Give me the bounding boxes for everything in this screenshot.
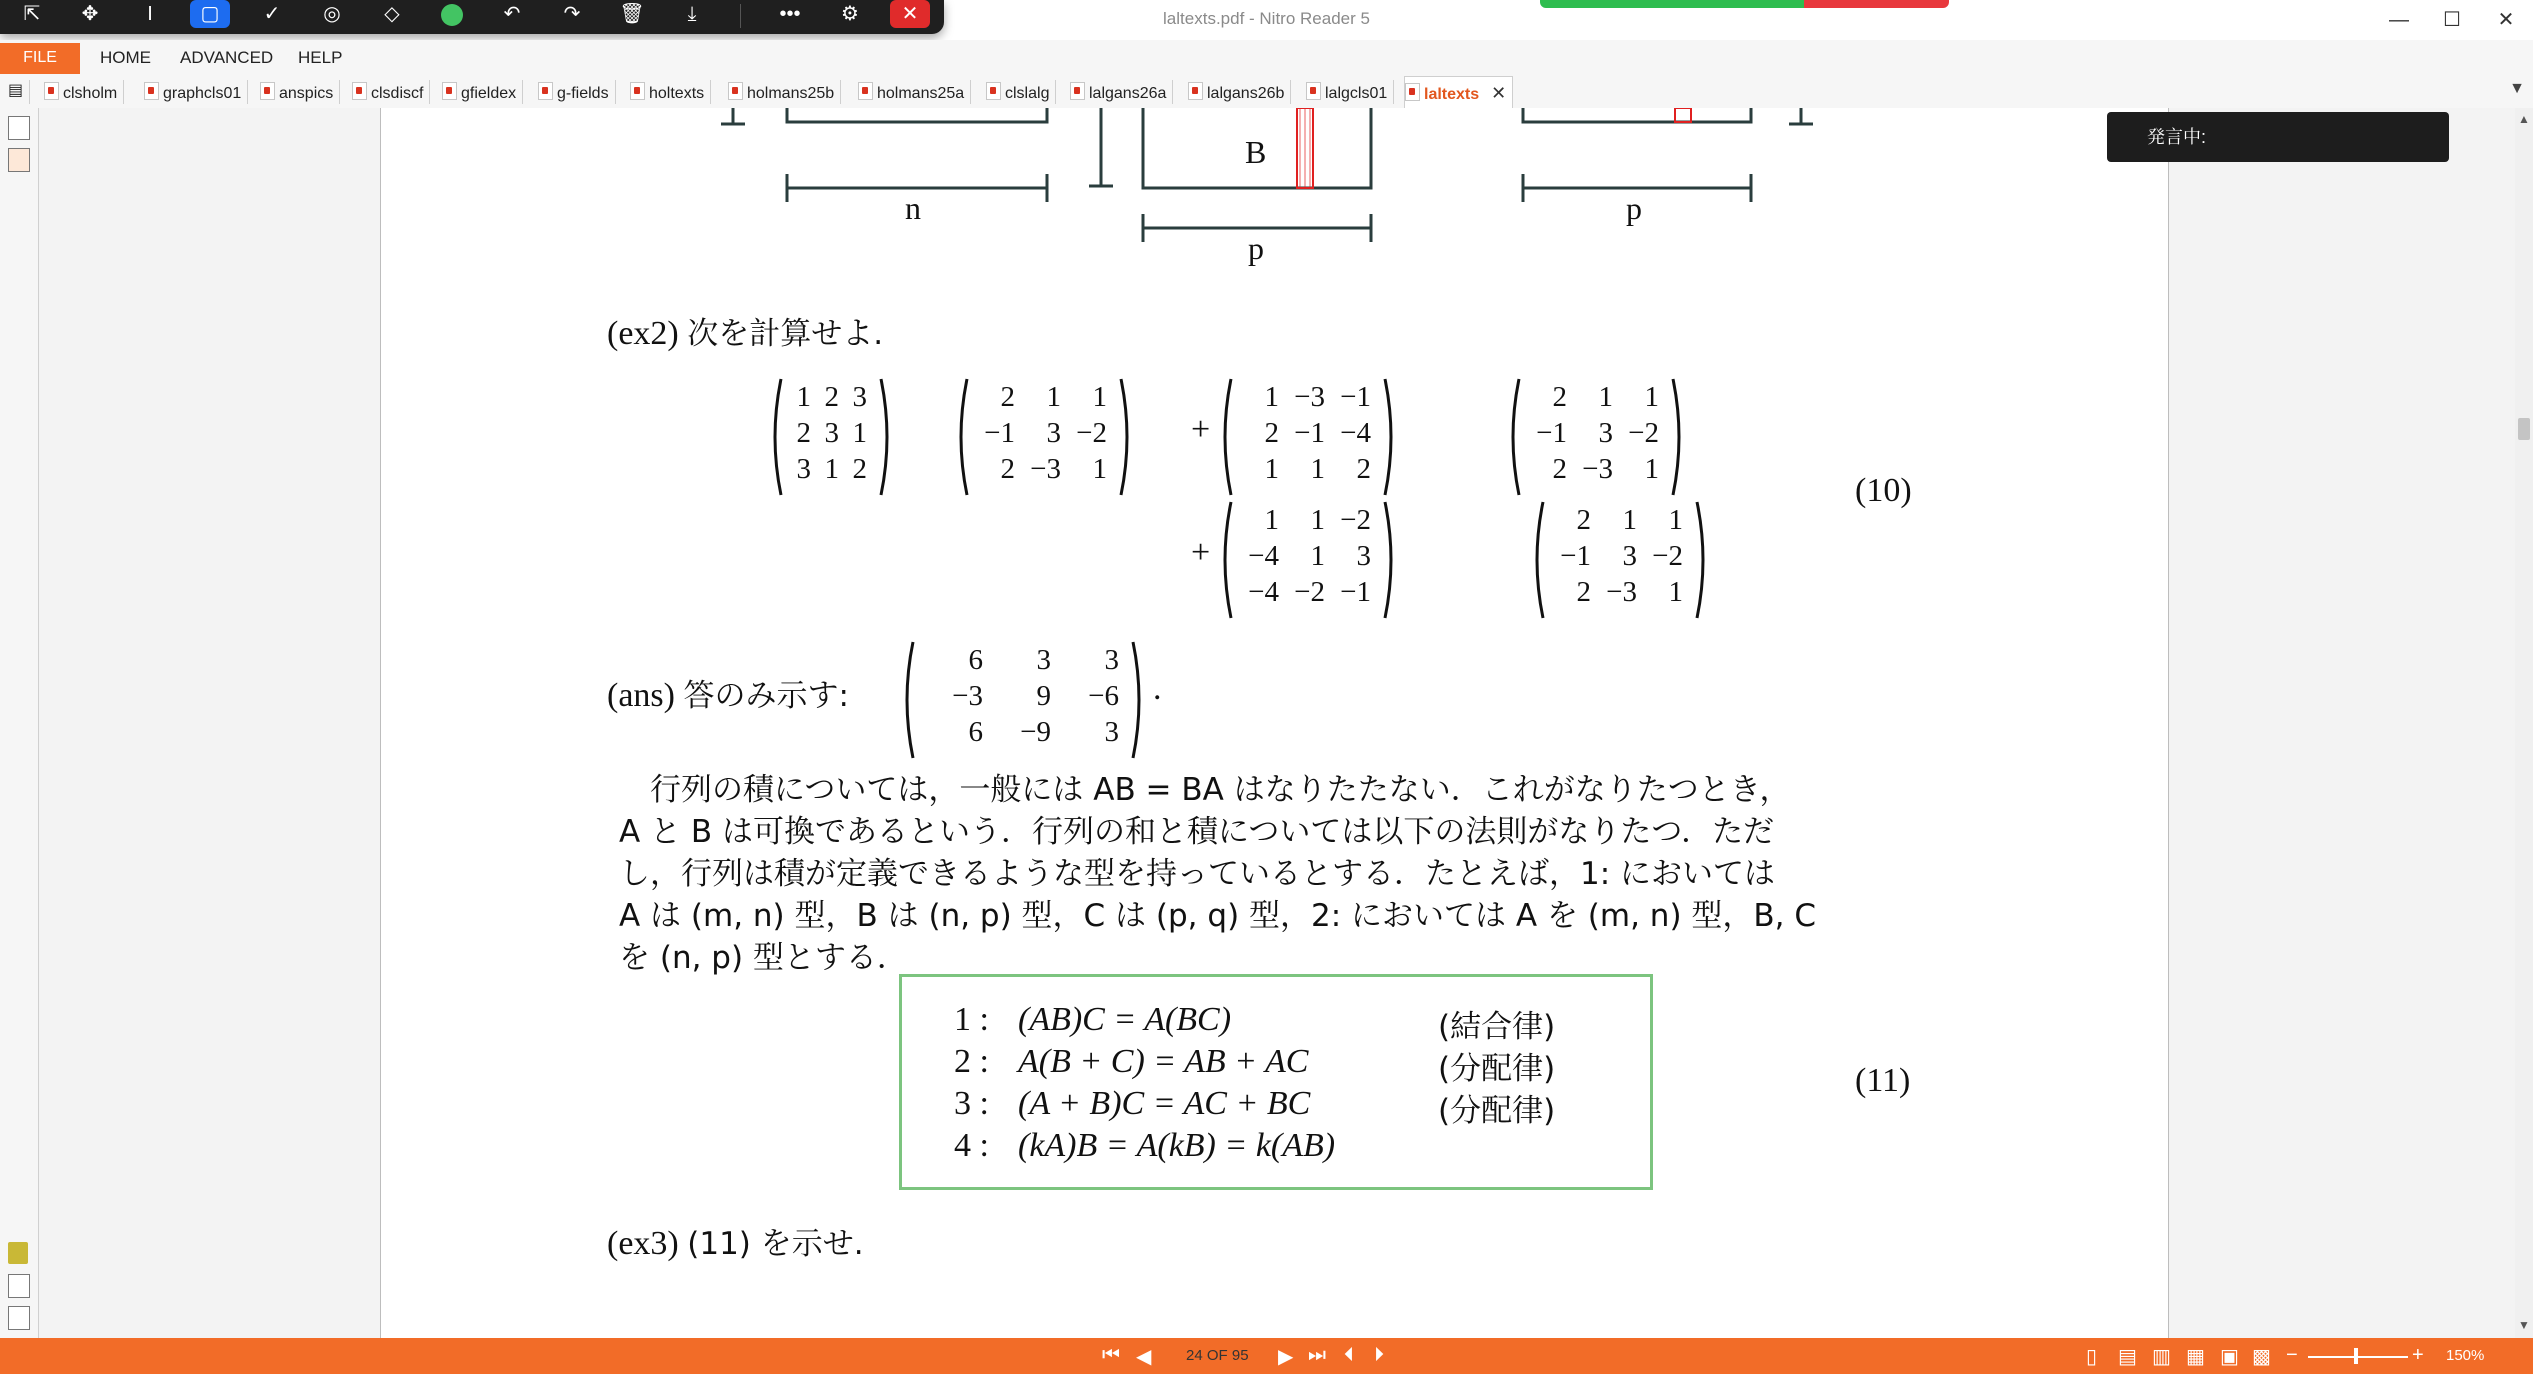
law-formula: A(B + C) = AB + AC (1018, 1043, 1309, 1080)
next-page-icon[interactable]: ▶ (1278, 1346, 1294, 1368)
pdf-icon (630, 82, 645, 100)
matrix-cell: 1 (1092, 453, 1107, 485)
matrix-cell: −2 (1294, 576, 1325, 608)
plus-sign: + (1191, 534, 1211, 571)
matrix-cell: 1 (1598, 381, 1613, 413)
ex3-heading (607, 1218, 864, 1263)
comments-icon[interactable] (8, 1242, 28, 1264)
matrix-cell: 1 (1622, 504, 1637, 536)
menu-bar (0, 40, 2533, 74)
matrix-m3 (1217, 377, 1399, 497)
matrix-cell: 1 (824, 453, 839, 485)
rectangle-tool-icon[interactable]: ▢ (190, 0, 230, 28)
matrix-cell: 9 (1036, 680, 1051, 712)
matrix-cell: 6 (968, 716, 983, 748)
matrix-cell: 1 (1644, 381, 1659, 413)
matrix-cell: 2 (1552, 453, 1567, 485)
matrix-cell: 6 (968, 644, 983, 676)
facing-continuous-view-icon[interactable]: ▦ (2186, 1346, 2205, 1368)
back-view-icon[interactable]: ⏴ (1344, 1344, 1354, 1366)
matrix-cell: −1 (1340, 576, 1371, 608)
matrix-cell: 1 (1046, 381, 1061, 413)
window-title: laltexts.pdf - Nitro Reader 5 (1163, 9, 1370, 28)
law-number: 3 : (954, 1085, 989, 1122)
scroll-up-icon[interactable]: ▲ (2518, 112, 2530, 126)
toolbar-divider (740, 4, 741, 28)
menu-help[interactable]: HELP (298, 48, 343, 67)
eraser-icon[interactable]: ◇ (384, 3, 400, 25)
color-picker-icon[interactable] (430, 0, 474, 30)
matrix-cell: −1 (1536, 417, 1567, 449)
law-name: (分配律) (1438, 1093, 1556, 1129)
tab-lalgans26b[interactable]: lalgans26b (1188, 80, 1291, 104)
paragraph-line-4: A は (m, n) 型，B は (n, p) 型，C は (p, q) 型，2: においては A を (m, n) 型，B, C (619, 898, 1817, 934)
matrix-m2 (953, 377, 1135, 497)
matrix-cell: 2 (796, 417, 811, 449)
left-sidebar (0, 108, 39, 1338)
matrix-cell: −3 (952, 680, 983, 712)
matrix-cell: 3 (852, 381, 867, 413)
first-page-icon[interactable]: ⏮ (1102, 1344, 1120, 1366)
law-formula: (kA)B = A(kB) = k(AB) (1018, 1127, 1336, 1164)
pointer-icon[interactable]: ⇱ (23, 3, 41, 25)
minimize-button[interactable]: — (2389, 9, 2409, 31)
tab-clslalg[interactable]: clslalg (986, 80, 1056, 104)
full-screen-icon[interactable]: ▣ (2220, 1346, 2239, 1368)
matrix-cell: 2 (1552, 381, 1567, 413)
ans-text: 答のみ示す: (683, 678, 849, 714)
matrix-cell: −3 (1606, 576, 1637, 608)
matrix-cell: −3 (1030, 453, 1061, 485)
toolbar-close-icon[interactable]: ✕ (890, 0, 930, 28)
scrollbar-thumb[interactable] (2518, 418, 2530, 440)
matrix-cell: 2 (824, 381, 839, 413)
ans-heading (607, 670, 849, 715)
scroll-down-icon[interactable]: ▼ (2518, 1318, 2530, 1332)
matrix-cell: 3 (1104, 644, 1119, 676)
matrix-cell: 2 (1576, 576, 1591, 608)
figure-label-b: B (1245, 134, 1267, 170)
law-number: 4 : (954, 1127, 989, 1164)
pdf-icon (260, 82, 275, 100)
paragraph-line-5: を (n, p) 型とする． (619, 940, 908, 976)
matrix-cell: 2 (1000, 381, 1015, 413)
pdf-icon (728, 82, 743, 100)
law-name: (分配律) (1438, 1051, 1556, 1087)
pdf-icon (1188, 82, 1203, 100)
pdf-icon (1405, 83, 1420, 101)
progress-green (1540, 0, 1804, 8)
figure-label-p-right: p (1626, 190, 1642, 226)
matrix-cell: −6 (1088, 680, 1119, 712)
matrix-cell: 1 (1668, 576, 1683, 608)
matrix-cell: 1 (1668, 504, 1683, 536)
pdf-icon (1070, 82, 1085, 100)
single-page-view-icon[interactable]: ▯ (2086, 1346, 2098, 1368)
chevron-down-icon[interactable]: ▼ (2509, 80, 2525, 97)
ex2-heading (607, 308, 883, 353)
matrix-cell: 1 (1092, 381, 1107, 413)
pdf-icon (352, 82, 367, 100)
matrix-cell: −2 (1076, 417, 1107, 449)
undo-icon[interactable]: ↶ (503, 3, 521, 25)
pdf-icon (1306, 82, 1321, 100)
menu-file[interactable]: FILE (0, 43, 80, 74)
matrix-cell: 1 (796, 381, 811, 413)
menu-advanced[interactable]: ADVANCED (180, 48, 274, 67)
annotation-toolbar (0, 0, 944, 34)
matrix-cell: 3 (1104, 716, 1119, 748)
trash-icon[interactable]: 🗑 (619, 3, 645, 25)
matrix-cell: −1 (1340, 381, 1371, 413)
forward-view-icon[interactable]: ⏵ (1374, 1344, 1384, 1366)
more-icon[interactable]: ••• (779, 3, 801, 25)
figure-label-n: n (905, 190, 921, 226)
ex3-text: (11) を示せ. (687, 1226, 864, 1262)
pdf-icon (144, 82, 159, 100)
tab-clsdiscf[interactable]: clsdiscf (352, 80, 430, 104)
matrix-cell: 1 (1310, 504, 1325, 536)
tab-gfieldex[interactable]: gfieldex (442, 80, 523, 104)
check-icon[interactable]: ✓ (263, 3, 281, 25)
matrix-cell: 1 (1310, 453, 1325, 485)
move-icon[interactable]: ✥ (81, 3, 99, 25)
zoom-out-icon[interactable]: − (2286, 1344, 2298, 1366)
tab-clsholm[interactable]: clsholm (44, 80, 124, 104)
matrix-cell: −2 (1652, 540, 1683, 572)
zoom-in-icon[interactable]: + (2412, 1344, 2424, 1366)
matrix-cell: 2 (1264, 417, 1279, 449)
matrix-cell: −4 (1248, 576, 1279, 608)
redo-icon[interactable]: ↷ (563, 3, 581, 25)
target-icon[interactable]: ◎ (323, 3, 341, 25)
matrix-cell: 2 (1356, 453, 1371, 485)
law-number: 2 : (954, 1043, 989, 1080)
close-button[interactable]: ✕ (2497, 9, 2515, 31)
progress-red (1804, 0, 1949, 8)
matrix-cell: 3 (796, 453, 811, 485)
tab-lalgans26a[interactable]: lalgans26a (1070, 80, 1173, 104)
pdf-page (380, 108, 2169, 1338)
pdf-icon (986, 82, 1001, 100)
matrix-cell: 2 (852, 453, 867, 485)
matrix-cell: −4 (1340, 417, 1371, 449)
matrix-shape-figure (381, 108, 2168, 268)
ans-period: . (1153, 670, 1162, 707)
pdf-icon (44, 82, 59, 100)
matrix-cell: −9 (1020, 716, 1051, 748)
zoom-level[interactable]: 150% (2446, 1347, 2485, 1364)
tab-holmans25a[interactable]: holmans25a (858, 80, 971, 104)
law-number: 1 : (954, 1001, 989, 1038)
zoom-slider-handle[interactable] (2354, 1348, 2358, 1364)
paragraph-line-3: し，行列は積が定義できるような型を持っているとする．たとえば，1: においては (619, 856, 1776, 892)
matrix-cell: −3 (1582, 453, 1613, 485)
matrix-cell: 1 (1264, 381, 1279, 413)
layers-icon[interactable] (8, 1306, 30, 1330)
user-settings-icon[interactable]: ⚙ (841, 3, 859, 25)
figure-label-p: p (1248, 230, 1264, 266)
matrix-laws-box (899, 974, 1653, 1190)
matrix-cell: −3 (1294, 381, 1325, 413)
matrix-cell: 3 (1356, 540, 1371, 572)
matrix-cell: 2 (1576, 504, 1591, 536)
matrix-cell: 3 (1046, 417, 1061, 449)
matrix-cell: 3 (1598, 417, 1613, 449)
paragraph-line-2: A と B は可換であるという．行列の和と積については以下の法則がなりたつ．ただ (619, 814, 1775, 850)
vertical-scrollbar[interactable] (2515, 108, 2533, 1338)
pages-icon[interactable] (8, 116, 30, 140)
menu-home[interactable]: HOME (100, 48, 151, 67)
matrix-cell: −1 (984, 417, 1015, 449)
last-page-icon[interactable]: ⏭ (1308, 1344, 1326, 1366)
tab-anspics[interactable]: anspics (260, 80, 340, 104)
tabs-list-icon[interactable]: ▤ (8, 80, 30, 104)
attachments-icon[interactable] (8, 1274, 30, 1298)
matrix-cell: 3 (1036, 644, 1051, 676)
fit-width-icon[interactable]: ▩ (2252, 1346, 2271, 1368)
ex2-label: (ex2) (607, 315, 679, 352)
law-formula: (A + B)C = AC + BC (1018, 1085, 1311, 1122)
speaking-status-popup: 発言中: (2107, 112, 2449, 162)
text-cursor-icon[interactable]: I (147, 3, 153, 25)
matrix-cell: 3 (1622, 540, 1637, 572)
equation-number-10: (10) (1855, 472, 1912, 509)
matrix-cell: −2 (1628, 417, 1659, 449)
pdf-icon (538, 82, 553, 100)
document-tabs (0, 74, 2533, 109)
download-icon[interactable]: ⤓ (687, 3, 697, 25)
pdf-icon (858, 82, 873, 100)
ex3-label: (ex3) (607, 1225, 679, 1262)
ans-label: (ans) (607, 677, 675, 714)
previous-page-icon[interactable]: ◀ (1136, 1346, 1152, 1368)
answer-matrix (899, 640, 1147, 760)
matrix-m5 (1217, 500, 1399, 620)
pdf-icon (442, 82, 457, 100)
tab-holtexts[interactable]: holtexts (630, 80, 711, 104)
matrix-m6 (1529, 500, 1711, 620)
matrix-cell: 1 (852, 417, 867, 449)
continuous-view-icon[interactable]: ▤ (2118, 1346, 2137, 1368)
bookmarks-icon[interactable] (8, 148, 30, 172)
matrix-m1 (767, 377, 895, 497)
tab-lalgcls01[interactable]: lalgcls01 (1306, 80, 1394, 104)
tab-holmans25b[interactable]: holmans25b (728, 80, 841, 104)
zoom-slider[interactable] (2308, 1356, 2408, 1358)
matrix-cell: 1 (1644, 453, 1659, 485)
plus-sign: + (1191, 411, 1211, 448)
bottom-navigation-bar (0, 1338, 2533, 1374)
facing-view-icon[interactable]: ▥ (2152, 1346, 2171, 1368)
matrix-m4 (1505, 377, 1687, 497)
matrix-cell: 1 (1310, 540, 1325, 572)
equation-number-11: (11) (1855, 1062, 1911, 1099)
tab-g-fields[interactable]: g-fields (538, 80, 616, 104)
matrix-cell: −2 (1340, 504, 1371, 536)
maximize-button[interactable]: ☐ (2443, 9, 2461, 31)
tab-close-icon[interactable]: ✕ (1491, 83, 1507, 103)
page-indicator[interactable]: 24 OF 95 (1186, 1347, 1249, 1364)
tab-graphcls01[interactable]: graphcls01 (144, 80, 248, 104)
matrix-cell: −1 (1560, 540, 1591, 572)
matrix-cell: 3 (824, 417, 839, 449)
matrix-cell: 1 (1264, 453, 1279, 485)
matrix-cell: −4 (1248, 540, 1279, 572)
law-formula: (AB)C = A(BC) (1018, 1001, 1232, 1038)
matrix-cell: 2 (1000, 453, 1015, 485)
paragraph-line-1: 行列の積については，一般には AB = BA はなりたたない．これがなりたつとき， (619, 772, 1791, 808)
matrix-cell: −1 (1294, 417, 1325, 449)
law-name: (結合律) (1438, 1009, 1556, 1045)
tab-laltexts[interactable]: laltexts ✕ (1404, 76, 1513, 111)
ex2-text: 次を計算せよ. (687, 316, 884, 352)
matrix-cell: 1 (1264, 504, 1279, 536)
